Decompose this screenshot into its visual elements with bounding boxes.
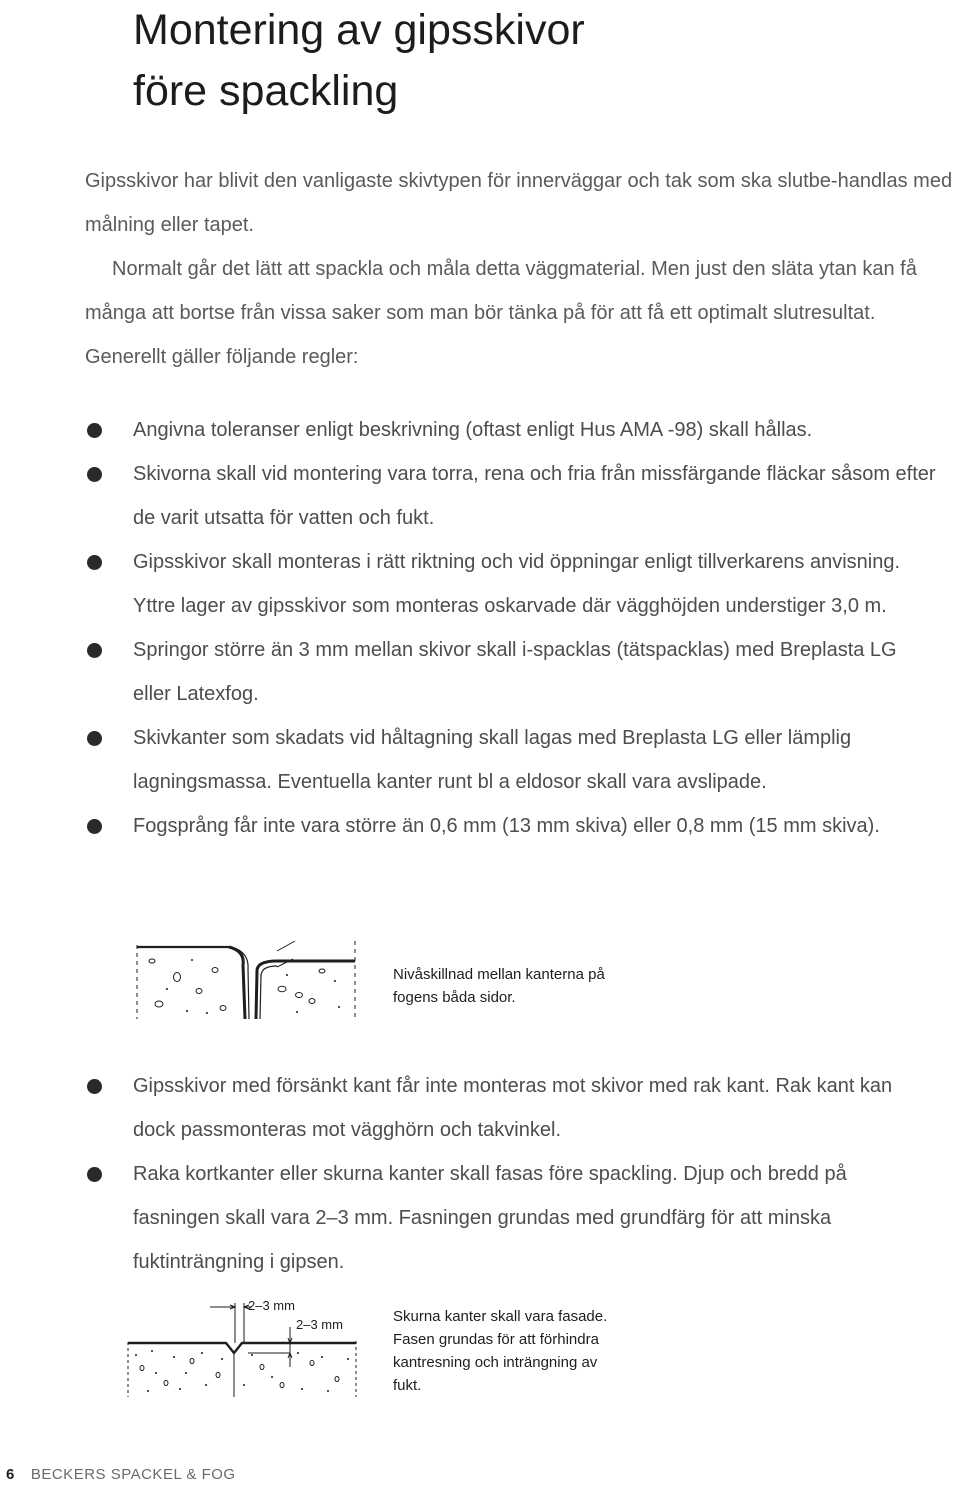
rules-list-2 bbox=[87, 1064, 937, 1284]
page-title-line-1: Montering av gipsskivor bbox=[133, 6, 585, 54]
bullet-dot-icon bbox=[87, 1167, 102, 1182]
bevelled-edge-figure bbox=[122, 1293, 360, 1399]
rules-list-1 bbox=[87, 408, 937, 848]
rule-text: Fogsprång får inte vara större än 0,6 mm (13 mm skiva) eller 0,8 mm (15 mm skiva). bbox=[133, 815, 880, 837]
intro-paragraph-1: Gipsskivor har blivit den vanligaste skivtypen för innerväggar och tak som ska slutbe-handlas med målning eller tapet. bbox=[85, 170, 953, 236]
bullet-dot-icon bbox=[87, 819, 102, 834]
bullet-dot-icon bbox=[87, 1079, 102, 1094]
bullet-dot-icon bbox=[87, 555, 102, 570]
figure-1-caption: Nivåskillnad mellan kanterna på fogens båda sidor. bbox=[393, 966, 605, 1006]
figure-2-caption: Skurna kanter skall vara fasade. Fasen grundas för att förhindra kantresning och inträngning av fukt. bbox=[393, 1308, 608, 1394]
intro-paragraph-2: Normalt går det lätt att spackla och måla detta väggmaterial. Men just den släta ytan kan få många att bortse från vissa saker som man bör tänka på för att få ett optimalt slutresultat. Generellt gäller följande regler: bbox=[85, 258, 917, 368]
page-title bbox=[133, 0, 913, 122]
bevel-width-label: 2–3 mm bbox=[248, 1298, 295, 1313]
publication-name: BECKERS SPACKEL & FOG bbox=[30, 1466, 236, 1483]
rule-item bbox=[87, 408, 937, 452]
rule-item bbox=[87, 716, 937, 804]
rule-text: Gipsskivor med försänkt kant får inte monteras mot skivor med rak kant. Rak kant kan dock passmonteras mot vägghörn och takvinkel. bbox=[133, 1075, 893, 1141]
bullet-dot-icon bbox=[87, 467, 102, 482]
rule-text: Skivkanter som skadats vid håltagning skall lagas med Breplasta LG eller lämplig lagningsmassa. Eventuella kanter runt bl a eldosor skall vara avslipade. bbox=[133, 727, 852, 793]
rule-item bbox=[87, 1152, 937, 1284]
rule-item bbox=[87, 1064, 937, 1152]
page-number: 6 bbox=[6, 1466, 15, 1483]
rule-text: Springor större än 3 mm mellan skivor skall i-spacklas (tätspacklas) med Breplasta LG eller Latexfog. bbox=[133, 639, 897, 705]
rule-text: Raka kortkanter eller skurna kanter skall fasas före spackling. Djup och bredd på fasningen skall vara 2–3 mm. Fasningen grundas med grundfärg för att minska fuktinträngning i gipsen. bbox=[133, 1163, 847, 1273]
rule-item bbox=[87, 628, 937, 716]
joint-level-difference-figure bbox=[127, 937, 359, 1025]
bevel-depth-label: 2–3 mm bbox=[296, 1317, 343, 1332]
intro-text bbox=[85, 159, 955, 379]
rule-text: Skivorna skall vid montering vara torra, rena och fria från missfärgande fläckar såsom efter de varit utsatta för vatten och fukt. bbox=[133, 463, 936, 529]
rule-item bbox=[87, 452, 937, 540]
page-title-line-2: före spackling bbox=[133, 67, 399, 115]
rule-item bbox=[87, 540, 937, 628]
bullet-dot-icon bbox=[87, 731, 102, 746]
rule-text: Angivna toleranser enligt beskrivning (oftast enligt Hus AMA -98) skall hållas. bbox=[133, 419, 813, 441]
bullet-dot-icon bbox=[87, 423, 102, 438]
rule-item bbox=[87, 804, 937, 848]
rule-text: Gipsskivor skall monteras i rätt riktning och vid öppningar enligt tillverkarens anvisning. Yttre lager av gipsskivor som monteras oskarvade där vägghöjden understiger 3,0 m. bbox=[133, 551, 901, 617]
bullet-dot-icon bbox=[87, 643, 102, 658]
page-footer bbox=[6, 1466, 236, 1483]
